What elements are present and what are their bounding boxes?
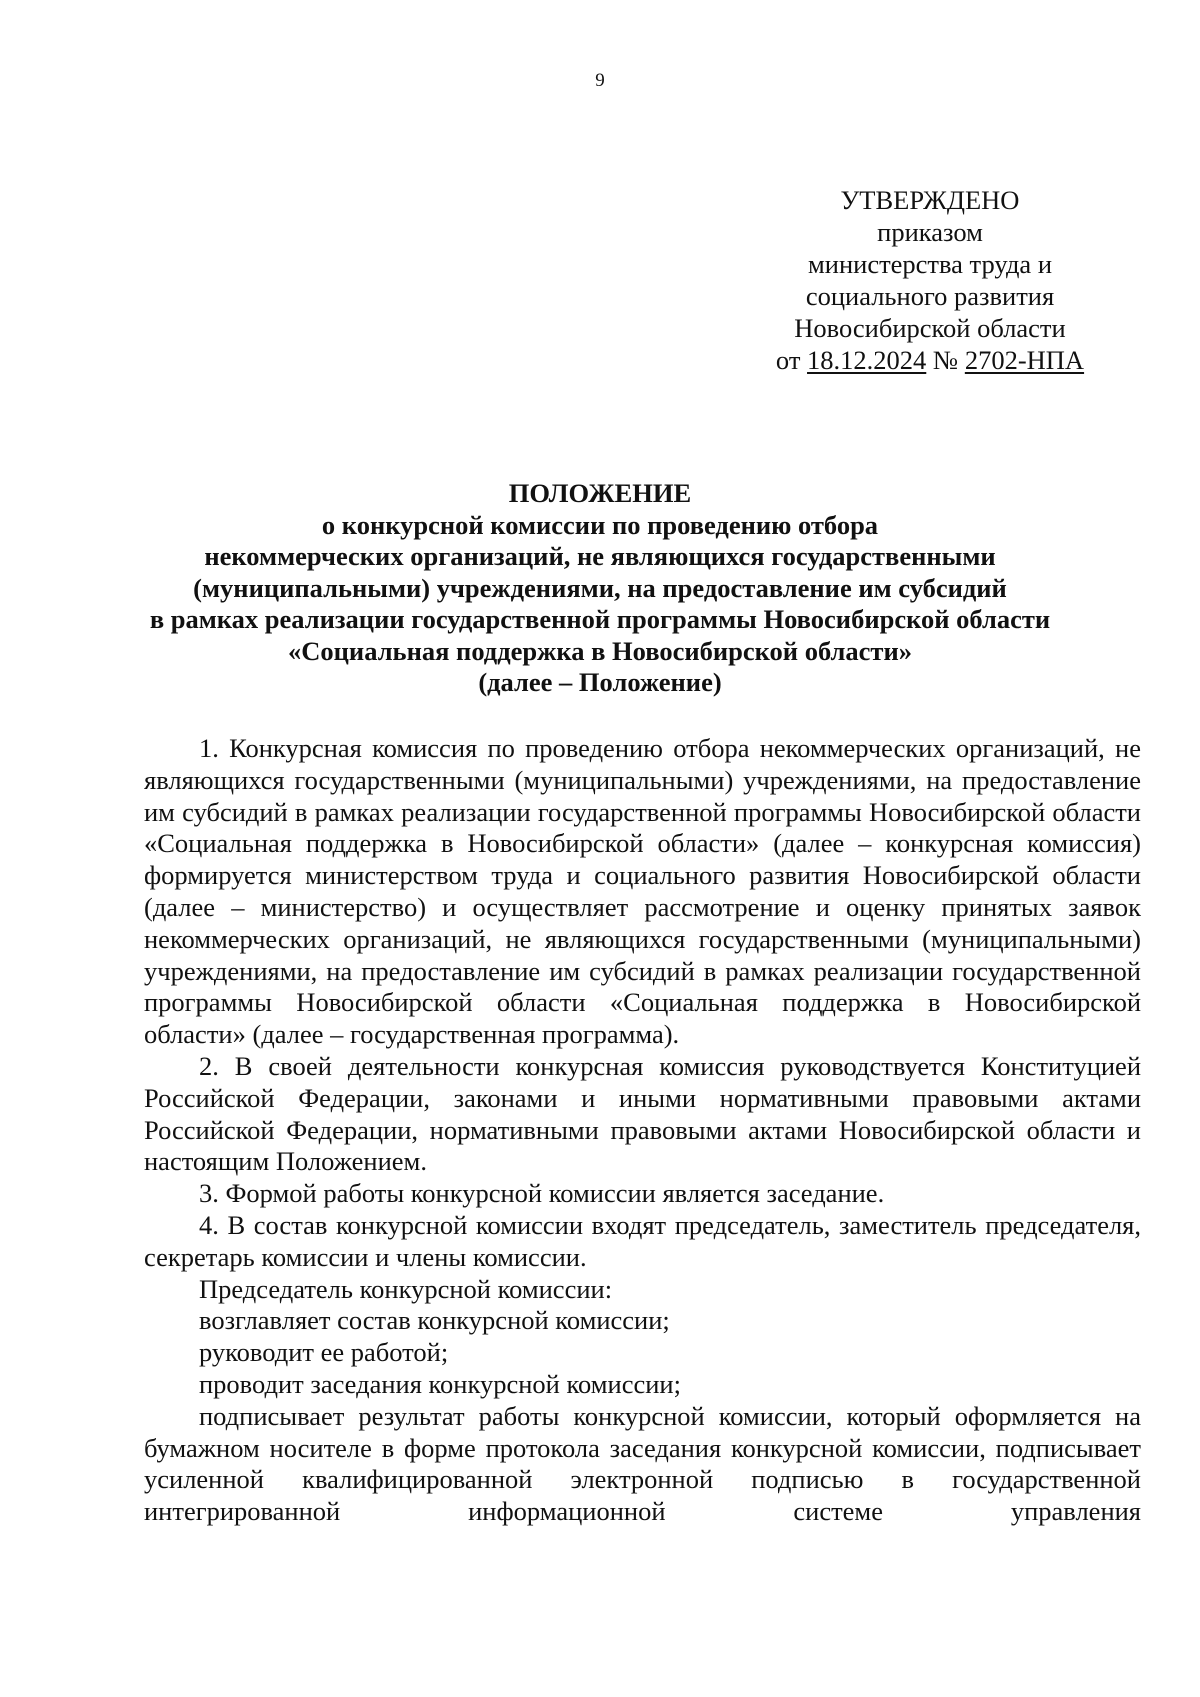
title-line-3: (муниципальными) учреждениями, на предоставление им субсидий: [193, 572, 1007, 603]
paragraph-8: проводит заседания конкурсной комиссии;: [199, 1368, 681, 1399]
approval-line-order: приказом: [877, 217, 983, 247]
approval-line-social: социального развития: [805, 281, 1055, 311]
paragraph-2: 2. В своей деятельности конкурсная комиссия руководствуется Конституцией Российской Федерации, законами и иными нормативными правовыми актами Российской Федерации, нормативными правовыми актами Новосибирской области и настоящим Положением.: [144, 1050, 1141, 1177]
paragraph-4: 4. В состав конкурсной комиссии входят председатель, заместитель председателя, секретарь комиссии и члены комиссии.: [144, 1209, 1141, 1272]
paragraph-7: руководит ее работой;: [199, 1337, 449, 1368]
title-line-5: «Социальная поддержка в Новосибирской области»: [288, 635, 912, 666]
title-line-2: некоммерческих организаций, не являющихся государственными: [204, 541, 996, 571]
title-heading: ПОЛОЖЕНИЕ: [508, 478, 692, 508]
approval-line-approved: УТВЕРЖДЕНО: [840, 185, 1020, 215]
document-body: [144, 733, 1141, 1528]
approval-stamp: [760, 184, 1100, 376]
paragraph-9: подписывает результат работы конкурсной комиссии, который оформляется на бумажном носителе в форме протокола заседания конкурсной комиссии, подписывает усиленной квалифицированной электронной подписью в государственной интегрированной информационной системе управления: [144, 1400, 1141, 1527]
paragraph-6: возглавляет состав конкурсной комиссии;: [199, 1305, 670, 1336]
title-line-4: в рамках реализации государственной программы Новосибирской области: [149, 604, 1051, 634]
title-line-1: о конкурсной комиссии по проведению отбора: [321, 509, 879, 540]
approval-number-sign: №: [932, 345, 959, 375]
title-line-6: (далее – Положение): [478, 667, 722, 697]
paragraph-5: Председатель конкурсной комиссии:: [199, 1273, 613, 1304]
approval-line-region: Новосибирской области: [794, 313, 1066, 343]
paragraph-3: 3. Формой работы конкурсной комиссии является заседание.: [199, 1178, 885, 1209]
approval-line-ministry: министерства труда и: [808, 249, 1052, 279]
approval-number: 2702-НПА: [964, 345, 1085, 375]
paragraph-1: 1. Конкурсная комиссия по проведению отбора некоммерческих организаций, не являющихся государственными (муниципальными) учреждениями, на предоставление им субсидий в рамках реализации государственной программы Новосибирской области «Социальная поддержка в Новосибирской области» (далее – конкурсная комиссия) формируется министерством труда и социального развития Новосибирской области (далее – министерство) и осуществляет рассмотрение и оценку принятых заявок некоммерческих организаций, не являющихся государственными (муниципальными) учреждениями, на предоставление им субсидий в рамках реализации государственной программы Новосибирской области «Социальная поддержка в Новосибирской области» (далее – государственная программа).: [144, 733, 1141, 1050]
approval-date: 18.12.2024: [807, 345, 927, 375]
approval-date-line: [760, 344, 1100, 376]
page-number: 9: [595, 70, 605, 91]
document-title: [100, 478, 1100, 699]
approval-date-prefix: от: [775, 345, 801, 375]
